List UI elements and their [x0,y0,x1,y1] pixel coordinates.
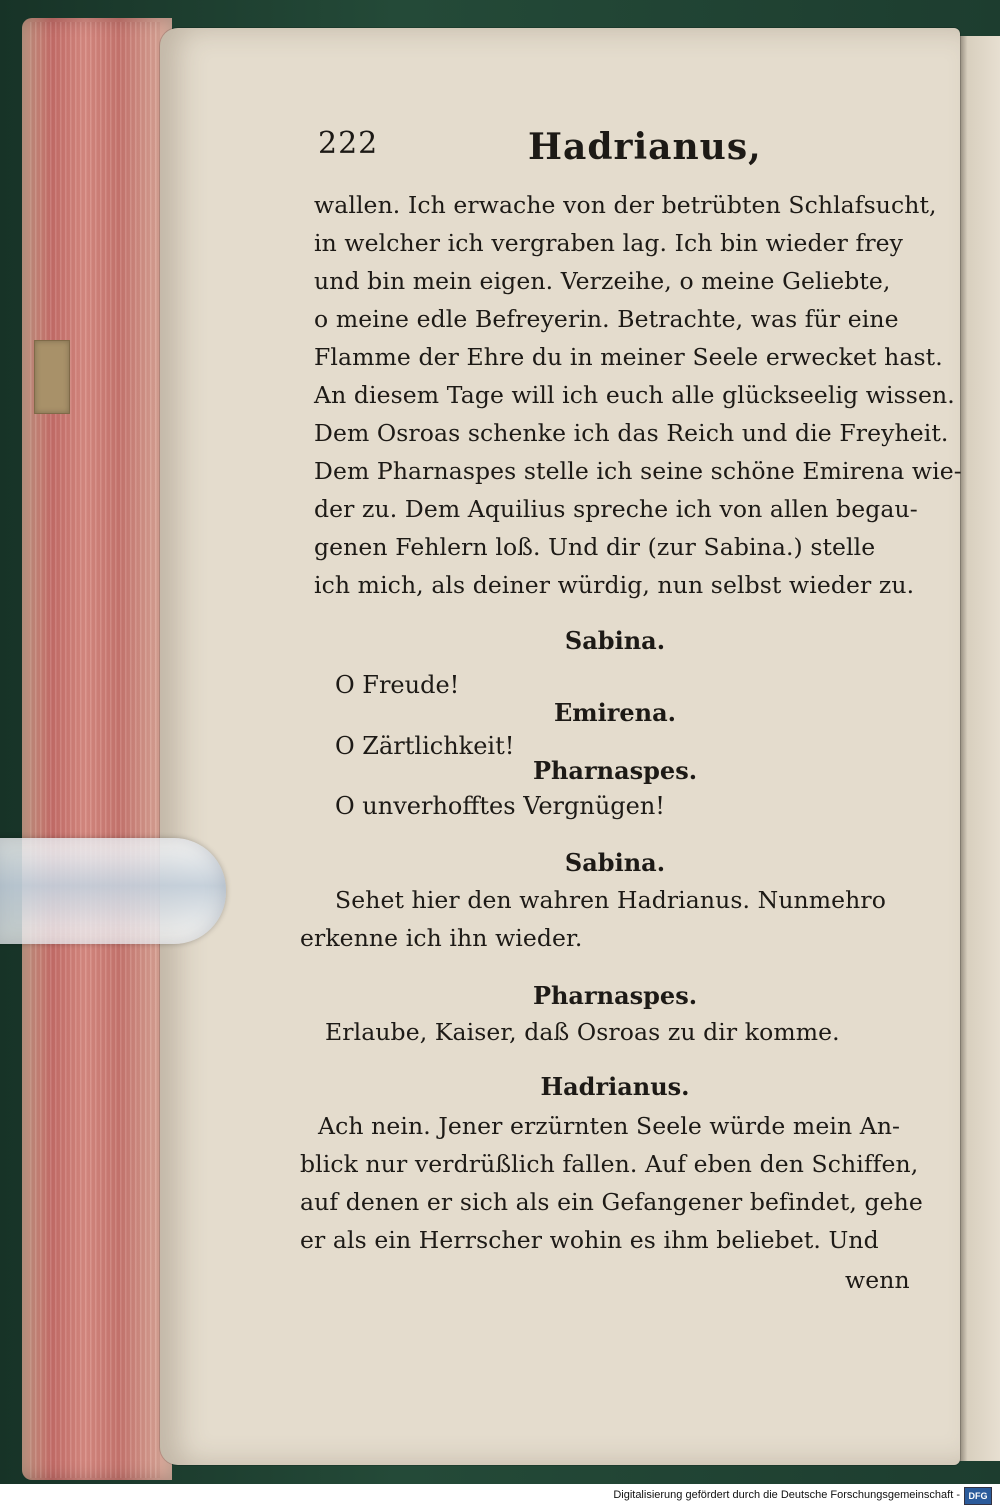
speaker-emirena: Emirena. [553,698,677,727]
text-line-7: Dem Osroas schenke ich das Reich und die Freyheit. [314,419,949,447]
dialog-pharnaspes-line: Erlaube, Kaiser, daß Osroas zu dir komme. [325,1018,840,1046]
dialog-hadrianus-line-3: auf denen er sich als ein Gefangener befindet, gehe [300,1188,923,1216]
text-line-4: o meine edle Befreyerin. Betrachte, was für eine [314,305,899,333]
bookmark-tab [34,340,70,414]
dialog-hadrianus-line-4: er als ein Herrscher wohin es ihm beliebet. Und [300,1226,879,1254]
dialog-sabina-line-1: Sehet hier den wahren Hadrianus. Nunmehro [335,886,887,914]
text-line-2: in welcher ich vergraben lag. Ich bin wieder frey [314,229,904,257]
dialog-sabina-line-2: erkenne ich ihn wieder. [300,924,583,952]
text-line-3: und bin mein eigen. Verzeihe, o meine Geliebte, [314,267,891,295]
dialog-hadrianus-line-2: blick nur verdrüßlich fallen. Auf eben den Schiffen, [300,1150,919,1178]
text-line-11: ich mich, als deiner würdig, nun selbst wieder zu. [314,571,915,599]
text-line-9: der zu. Dem Aquilius spreche ich von allen begau- [314,495,918,523]
dialog-freude: O Freude! [335,671,460,699]
running-title: Hadrianus, [528,126,762,168]
text-line-1: wallen. Ich erwache von der betrübten Schlafsucht, [314,191,937,219]
speaker-pharnaspes-1: Pharnaspes. [532,756,698,785]
speaker-pharnaspes-2: Pharnaspes. [532,981,698,1010]
text-line-6: An diesem Tage will ich euch alle glückseelig wissen. [314,381,955,409]
text-line-10: genen Fehlern loß. Und dir (zur Sabina.) stelle [314,533,876,561]
dfg-logo: DFG [964,1487,992,1505]
text-line-8: Dem Pharnaspes stelle ich seine schöne Emirena wie- [314,457,962,485]
glass-page-holder [0,838,226,944]
text-line-5: Flamme der Ehre du in meiner Seele erwecket hast. [314,343,943,371]
page-number: 222 [318,126,379,161]
digitization-credit: Digitalisierung gefördert durch die Deutsche Forschungsgemeinschaft - [613,1489,960,1501]
dialog-hadrianus-line-1: Ach nein. Jener erzürnten Seele würde mein An- [318,1112,901,1140]
speaker-sabina-1: Sabina. [564,626,666,655]
speaker-hadrianus: Hadrianus. [540,1072,690,1101]
dialog-vergnuegen: O unverhofftes Vergnügen! [335,792,665,820]
speaker-sabina-2: Sabina. [564,848,666,877]
dialog-zaertlichkeit: O Zärtlichkeit! [335,732,515,760]
catchword: wenn [845,1266,910,1294]
page-header [300,126,930,168]
book-fore-edge [22,18,172,1480]
